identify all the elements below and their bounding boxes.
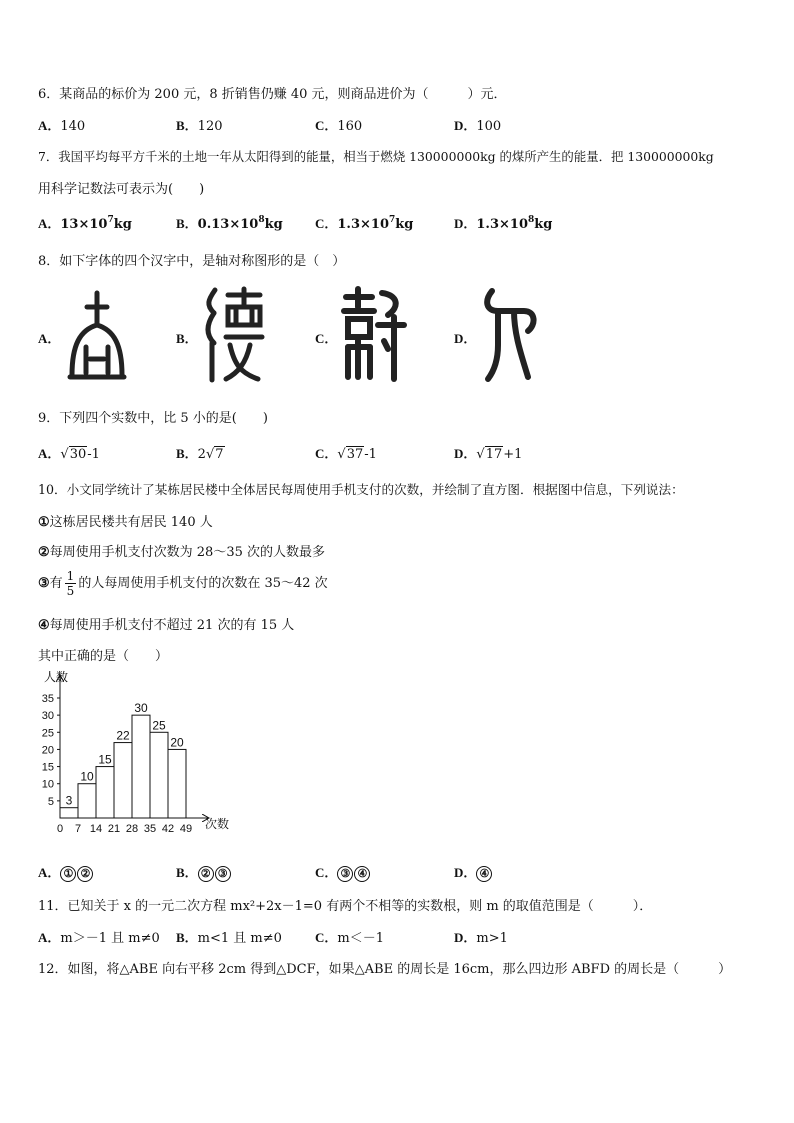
histogram-bar: [78, 784, 96, 818]
bar-value-label: 10: [80, 769, 94, 784]
q10-option-c[interactable]: C． ③ ④: [315, 862, 371, 882]
q9-option-a[interactable]: A．√30-1: [38, 446, 100, 462]
q10-ask: 其中正确的是（ ）: [38, 649, 169, 664]
x-tick-label: 14: [89, 823, 103, 835]
bar-value-label: 3: [65, 793, 73, 808]
y-tick-label: 25: [41, 727, 54, 740]
histogram-bar: [96, 767, 114, 818]
histogram-bar: [150, 732, 168, 818]
q10-statement-4: ④每周使用手机支付不超过 21 次的有 15 人: [38, 618, 295, 633]
q7-option-d[interactable]: D．$1.3\times 10^8kg$: [454, 215, 553, 232]
y-tick-label: 15: [41, 761, 54, 774]
q8-stem: 8．如下字体的四个汉字中，是轴对称图形的是（ ）: [38, 254, 346, 269]
histogram-bar: [168, 749, 186, 818]
seal-glyph-c-image: [338, 285, 408, 385]
q11-option-b[interactable]: B．m<1 且 m≠0: [176, 930, 282, 946]
histogram-bar: [60, 808, 78, 818]
histogram-chart: [30, 670, 240, 850]
q7-option-a[interactable]: A．$13\times 10^7kg$: [38, 215, 132, 232]
bar-value-label: 20: [170, 735, 184, 750]
x-axis-label: 次数: [205, 817, 230, 831]
q6-option-a[interactable]: A．140: [38, 118, 86, 134]
x-tick-label: 7: [74, 823, 82, 835]
q11-option-a[interactable]: A．m＞－1 且 m≠0: [38, 930, 160, 946]
x-tick-label: 35: [143, 823, 157, 835]
q10-option-d[interactable]: D． ④: [454, 862, 493, 882]
q11-option-c[interactable]: C．m＜－1: [315, 930, 384, 946]
seal-glyph-d-image: [478, 285, 548, 385]
seal-glyph-a-image: [62, 285, 132, 385]
histogram-bar: [132, 715, 150, 818]
q9-option-b[interactable]: B．2√7: [176, 446, 224, 462]
q6-stem: 6．某商品的标价为 200 元，8 折销售仍赚 40 元，则商品进价为（ ）元．: [38, 87, 507, 102]
histogram-bar: [114, 743, 132, 818]
q9-option-d[interactable]: D．√17+1: [454, 446, 523, 462]
q10-option-a[interactable]: A． ① ②: [38, 862, 94, 882]
bar-value-label: 15: [98, 752, 112, 767]
q11-option-d[interactable]: D．m>1: [454, 930, 508, 946]
x-tick-label: 28: [125, 823, 139, 835]
x-tick-label: 0: [56, 823, 64, 835]
y-tick-label: 30: [41, 710, 54, 723]
q7-option-b[interactable]: B．$0.13\times 10^8kg$: [176, 215, 283, 232]
q11-stem: 11．已知关于 x 的一元二次方程 mx²+2x－1=0 有两个不相等的实数根，则 m 的取值范围是（ ）．: [38, 899, 653, 914]
q6-option-c[interactable]: C．160: [315, 118, 363, 134]
y-tick-label: 20: [41, 744, 54, 757]
q7-stem-line1: 7．我国平均每平方千米的土地一年从太阳得到的能量，相当于燃烧 130000000kg 的煤所产生的能量．把 130000000kg: [38, 149, 714, 164]
q6-option-d[interactable]: D．100: [454, 118, 502, 134]
y-tick-label: 35: [41, 693, 54, 705]
q8-option-c[interactable]: C．: [315, 331, 338, 346]
y-tick-label: 5: [47, 795, 54, 808]
q10-statement-2: ②每周使用手机支付次数为 28～35 次的人数最多: [38, 545, 326, 560]
q10-stem: 10．小文同学统计了某栋居民楼中全体居民每周使用手机支付的次数，并绘制了直方图．根据图中信息，下列说法：: [38, 482, 684, 497]
bar-value-label: 30: [134, 701, 148, 716]
y-axis-label: 人数: [44, 670, 69, 684]
q12-stem: 12．如图，将△ABE 向右平移 2cm 得到△DCF，如果△ABE 的周长是 16cm，那么四边形 ABFD 的周长是（ ）: [38, 962, 732, 977]
q8-option-a[interactable]: A．: [38, 331, 61, 346]
q6-option-b[interactable]: B．120: [176, 118, 223, 134]
q7-stem-line2: 用科学记数法可表示为( ): [38, 182, 205, 197]
q8-option-d[interactable]: D．: [454, 331, 477, 346]
bar-value-label: 22: [116, 728, 130, 743]
x-tick-label: 42: [161, 823, 175, 835]
q10-statement-1: ①这栋居民楼共有居民 140 人: [38, 515, 213, 530]
q10-option-b[interactable]: B． ② ③: [176, 862, 232, 882]
bar-value-label: 25: [152, 718, 166, 733]
q8-option-b[interactable]: B．: [176, 331, 198, 346]
q7-option-c[interactable]: C．$1.3\times 10^7kg$: [315, 215, 414, 232]
fraction-one-fifth: $\frac{1}{5}$: [66, 569, 75, 598]
x-tick-label: 21: [107, 823, 121, 835]
q9-stem: 9．下列四个实数中，比 5 小的是( ): [38, 411, 268, 426]
x-tick-label: 49: [179, 823, 193, 835]
q10-statement-3: ③有 $\frac{1}{5}$ 的人每周使用手机支付的次数在 35～42 次: [38, 569, 328, 598]
y-tick-label: 10: [41, 778, 54, 791]
q9-option-c[interactable]: C．√37-1: [315, 446, 377, 462]
seal-glyph-b-image: [200, 285, 270, 385]
